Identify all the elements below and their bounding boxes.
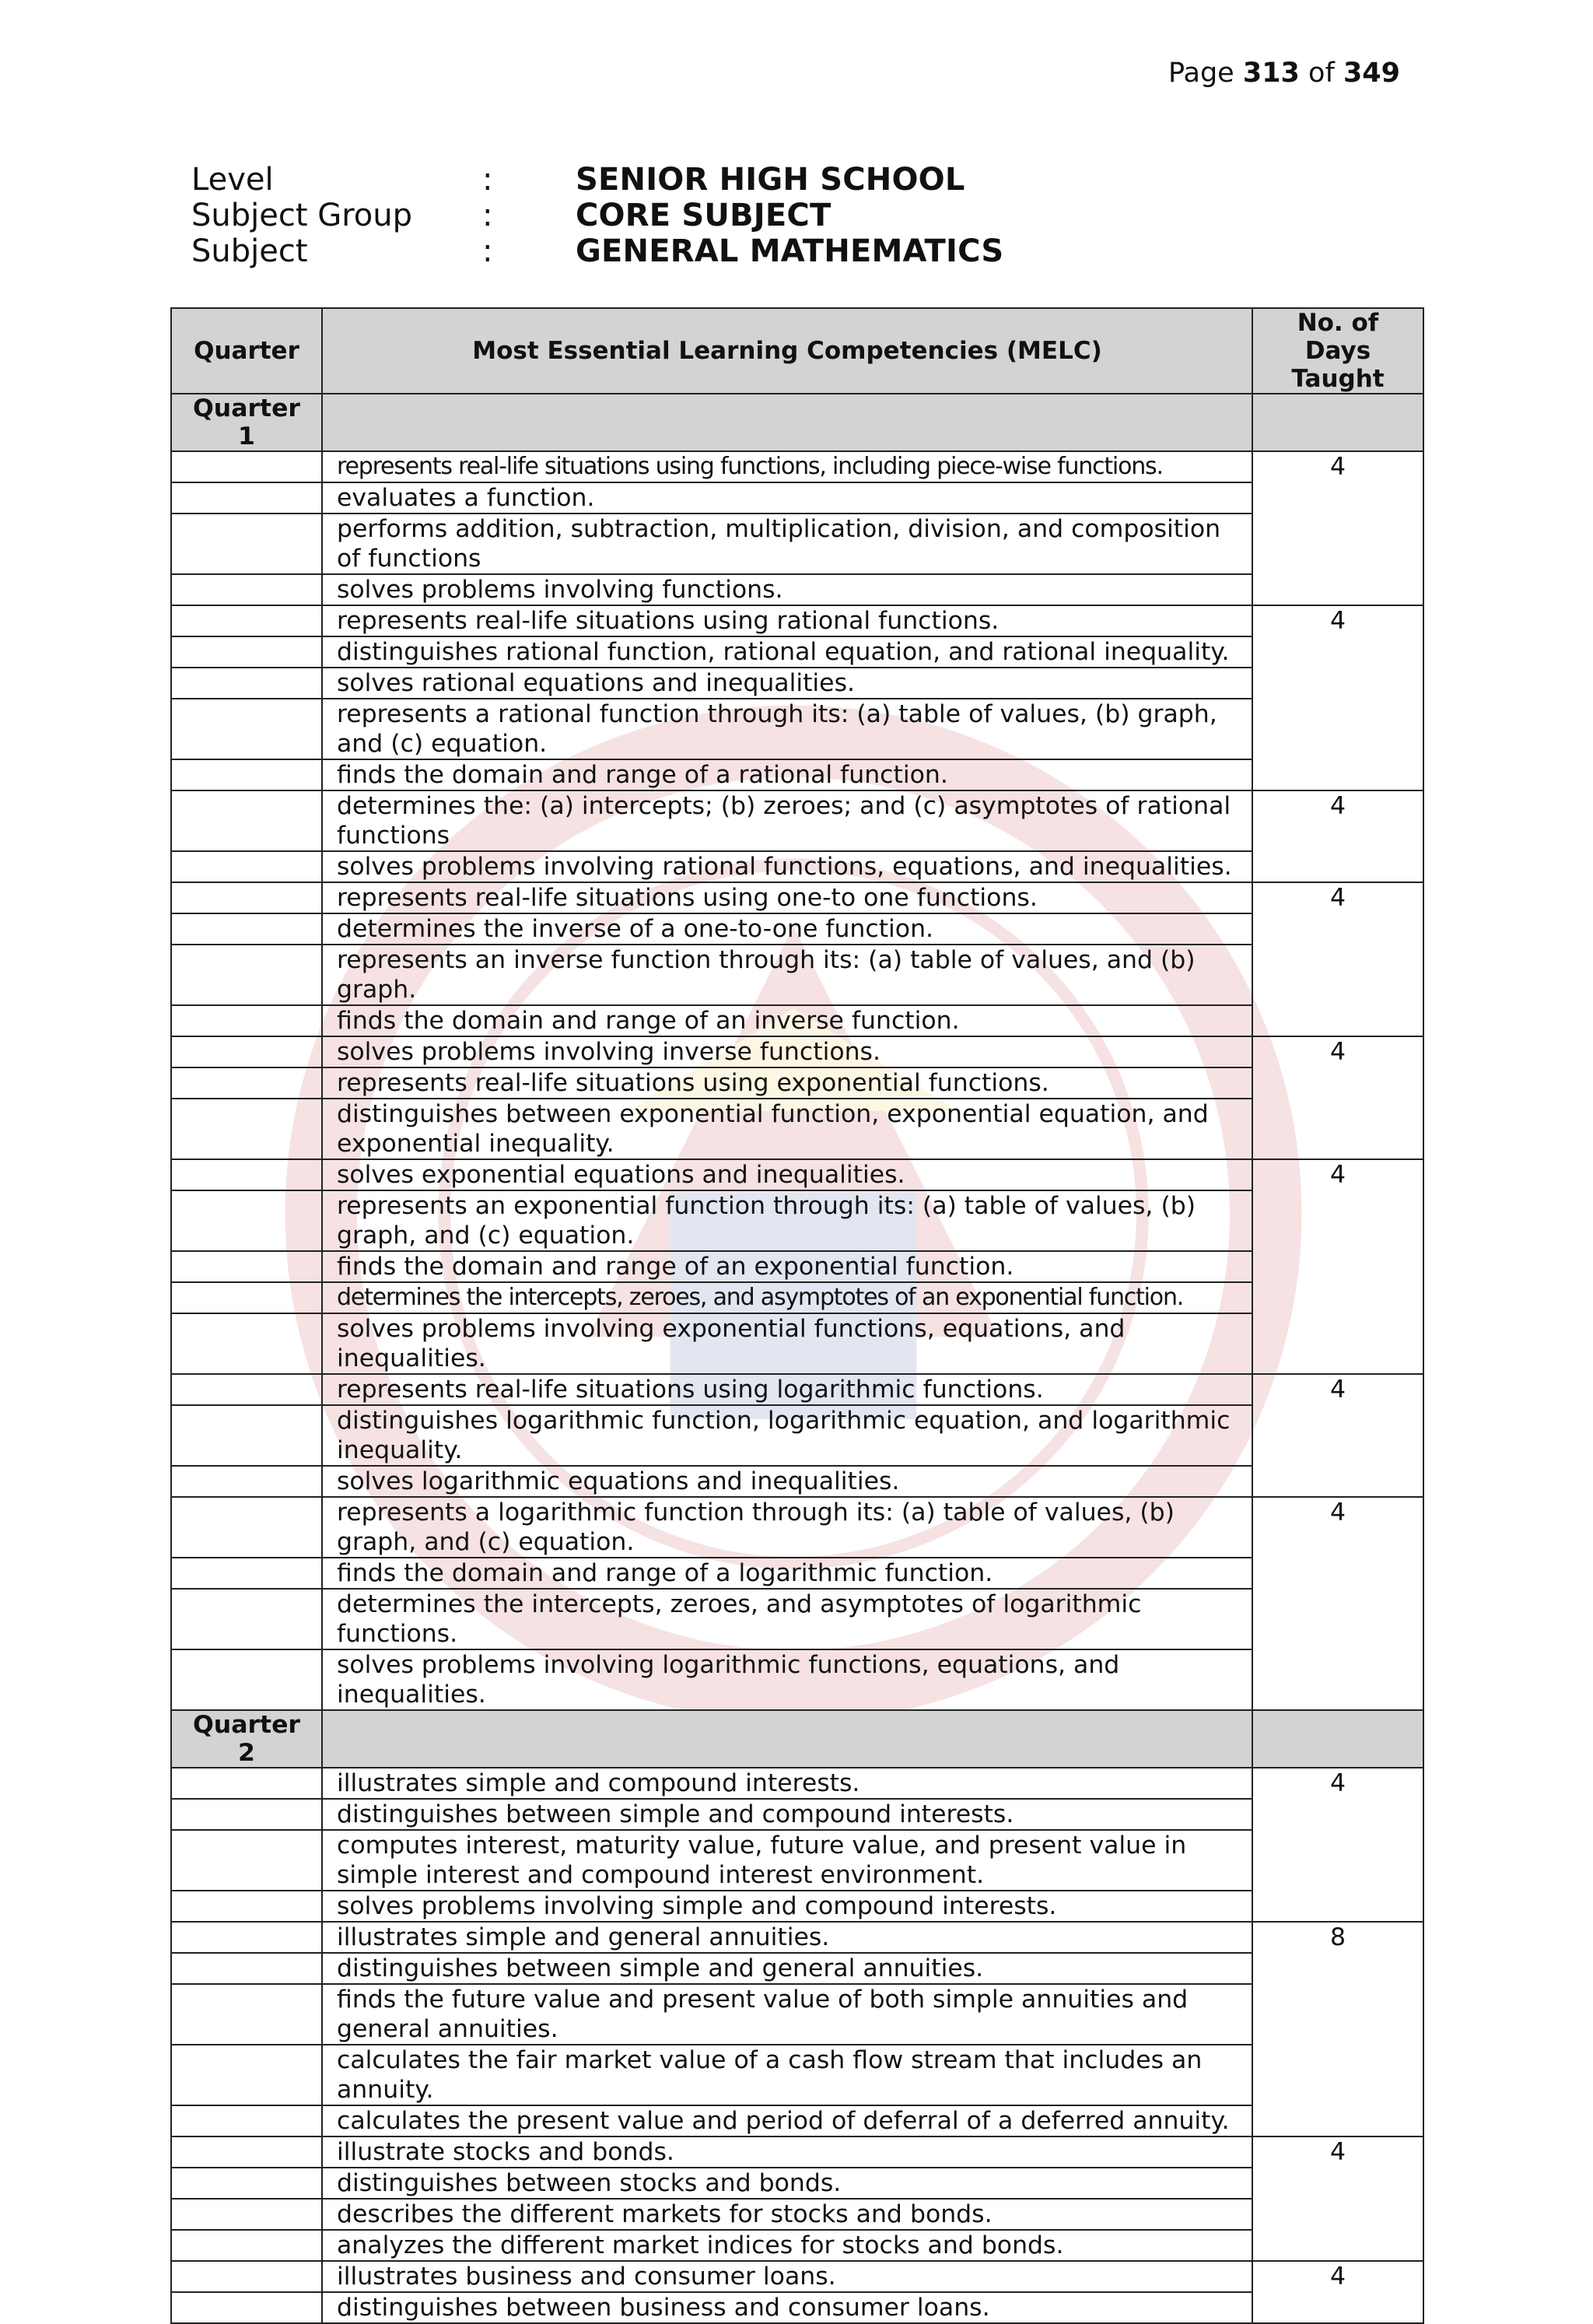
quarter-cell — [171, 1497, 322, 1558]
competency-cell: illustrate stocks and bonds. — [322, 2136, 1252, 2168]
table-row — [171, 1768, 1423, 1799]
quarter-empty-cell — [322, 394, 1252, 451]
competency-cell: solves rational equations and inequalities. — [322, 668, 1252, 699]
table-body — [171, 394, 1423, 2323]
table-row — [171, 1099, 1423, 1159]
competency-cell: illustrates simple and compound interests. — [322, 1768, 1252, 1799]
days-cell: 4 — [1252, 1159, 1423, 1374]
competency-cell: represents real-life situations using rational functions. — [322, 605, 1252, 636]
table-row — [171, 668, 1423, 699]
table-row — [171, 2292, 1423, 2323]
table-header-row — [171, 308, 1423, 394]
competency-cell: represents an inverse function through its: (a) table of values, and (b) graph. — [322, 945, 1252, 1005]
quarter-cell — [171, 1649, 322, 1710]
quarter-label: Quarter 2 — [171, 1710, 322, 1768]
quarter-cell — [171, 1768, 322, 1799]
meta-row-level — [191, 162, 1003, 198]
days-cell: 8 — [1252, 1922, 1423, 2136]
page-total: 349 — [1343, 58, 1400, 89]
competency-cell: analyzes the different market indices for stocks and bonds. — [322, 2230, 1252, 2261]
meta-colon: : — [482, 198, 493, 233]
competency-cell: distinguishes between simple and general annuities. — [322, 1953, 1252, 1984]
table-row — [171, 2168, 1423, 2199]
competency-cell: distinguishes between business and consumer loans. — [322, 2292, 1252, 2323]
meta-row-subject-group — [191, 198, 1003, 233]
competency-cell: illustrates business and consumer loans. — [322, 2261, 1252, 2292]
quarter-cell — [171, 574, 322, 605]
table-row — [171, 1190, 1423, 1251]
competency-cell: finds the future value and present value of both simple annuities and general annuities. — [322, 1984, 1252, 2045]
competency-cell: describes the different markets for stocks and bonds. — [322, 2199, 1252, 2230]
table-row — [171, 1589, 1423, 1649]
competency-cell: distinguishes logarithmic function, logarithmic equation, and logarithmic inequality. — [322, 1405, 1252, 1466]
quarter-cell — [171, 1922, 322, 1953]
competency-cell: determines the: (a) intercepts; (b) zeroes; and (c) asymptotes of rational functions — [322, 790, 1252, 851]
competency-cell: represents real-life situations using functions, including piece-wise functions. — [322, 451, 1252, 482]
table-row — [171, 1830, 1423, 1891]
table-row — [171, 1005, 1423, 1036]
table-row — [171, 1374, 1423, 1405]
table-row — [171, 605, 1423, 636]
meta-key: Subject — [191, 233, 308, 269]
competency-cell: finds the domain and range of an inverse function. — [322, 1005, 1252, 1036]
quarter-cell — [171, 1984, 322, 2045]
table-row — [171, 2199, 1423, 2230]
quarter-cell — [171, 790, 322, 851]
days-cell: 4 — [1252, 1374, 1423, 1497]
quarter-cell — [171, 1405, 322, 1466]
quarter-empty-cell — [1252, 394, 1423, 451]
meta-value: SENIOR HIGH SCHOOL — [576, 162, 965, 198]
quarter-cell — [171, 851, 322, 882]
competency-cell: illustrates simple and general annuities. — [322, 1922, 1252, 1953]
quarter-cell — [171, 482, 322, 514]
quarter-cell — [171, 1374, 322, 1405]
header-quarter: Quarter — [171, 308, 322, 394]
quarter-cell — [171, 882, 322, 913]
table-row — [171, 2230, 1423, 2261]
competency-cell: represents real-life situations using one-to one functions. — [322, 882, 1252, 913]
competency-cell: solves exponential equations and inequalities. — [322, 1159, 1252, 1190]
quarter-cell — [171, 451, 322, 482]
table-row — [171, 1067, 1423, 1099]
competency-cell: determines the inverse of a one-to-one function. — [322, 913, 1252, 945]
table-row — [171, 882, 1423, 913]
days-cell: 4 — [1252, 1768, 1423, 1922]
competency-cell: solves problems involving simple and compound interests. — [322, 1891, 1252, 1922]
table-row — [171, 1891, 1423, 1922]
quarter-cell — [171, 1036, 322, 1067]
quarter-cell — [171, 514, 322, 574]
competency-cell: solves problems involving logarithmic functions, equations, and inequalities. — [322, 1649, 1252, 1710]
quarter-cell — [171, 1067, 322, 1099]
competency-cell: solves problems involving rational functions, equations, and inequalities. — [322, 851, 1252, 882]
document-meta — [191, 162, 1003, 269]
table-row — [171, 1466, 1423, 1497]
quarter-empty-cell — [1252, 1710, 1423, 1768]
table-row — [171, 514, 1423, 574]
page-current: 313 — [1242, 58, 1300, 89]
quarter-row — [171, 1710, 1423, 1768]
quarter-cell — [171, 1005, 322, 1036]
table-row — [171, 1799, 1423, 1830]
competency-cell: computes interest, maturity value, future value, and present value in simple interest and compound interest environment. — [322, 1830, 1252, 1891]
quarter-row — [171, 394, 1423, 451]
table-row — [171, 1405, 1423, 1466]
competency-cell: determines the intercepts, zeroes, and asymptotes of an exponential function. — [322, 1282, 1252, 1313]
competency-cell: determines the intercepts, zeroes, and asymptotes of logarithmic functions. — [322, 1589, 1252, 1649]
days-cell: 4 — [1252, 790, 1423, 882]
meta-value: GENERAL MATHEMATICS — [576, 233, 1004, 269]
header-melc: Most Essential Learning Competencies (MELC) — [322, 308, 1252, 394]
page-of: of — [1308, 58, 1335, 89]
table-row — [171, 1649, 1423, 1710]
table-row — [171, 636, 1423, 668]
quarter-cell — [171, 1313, 322, 1374]
table-row — [171, 482, 1423, 514]
quarter-cell — [171, 1282, 322, 1313]
days-cell: 4 — [1252, 882, 1423, 1036]
competency-cell: evaluates a function. — [322, 482, 1252, 514]
quarter-cell — [171, 2261, 322, 2292]
competency-cell: represents real-life situations using logarithmic functions. — [322, 1374, 1252, 1405]
competency-cell: represents a rational function through its: (a) table of values, (b) graph, and (c) equation. — [322, 699, 1252, 759]
competency-cell: represents an exponential function through its: (a) table of values, (b) graph, and (c) equation. — [322, 1190, 1252, 1251]
meta-value: CORE SUBJECT — [576, 198, 832, 233]
competency-cell: solves problems involving functions. — [322, 574, 1252, 605]
quarter-cell — [171, 1799, 322, 1830]
days-cell: 4 — [1252, 1036, 1423, 1159]
quarter-cell — [171, 2045, 322, 2105]
table-row — [171, 1922, 1423, 1953]
quarter-cell — [171, 1466, 322, 1497]
page-prefix: Page — [1168, 58, 1234, 89]
table-row — [171, 1558, 1423, 1589]
quarter-cell — [171, 699, 322, 759]
competency-cell: distinguishes between exponential function, exponential equation, and exponential inequality. — [322, 1099, 1252, 1159]
competency-cell: solves problems involving inverse functions. — [322, 1036, 1252, 1067]
quarter-cell — [171, 1190, 322, 1251]
meta-key: Level — [191, 162, 274, 198]
table-row — [171, 759, 1423, 790]
table-row — [171, 1497, 1423, 1558]
quarter-cell — [171, 636, 322, 668]
table-row — [171, 851, 1423, 882]
quarter-cell — [171, 1251, 322, 1282]
melc-table — [170, 307, 1424, 2324]
quarter-label: Quarter 1 — [171, 394, 322, 451]
competency-cell: calculates the present value and period of deferral of a deferred annuity. — [322, 2105, 1252, 2136]
table-row — [171, 574, 1423, 605]
table-row — [171, 2105, 1423, 2136]
competency-cell: solves problems involving exponential functions, equations, and inequalities. — [322, 1313, 1252, 1374]
quarter-cell — [171, 2168, 322, 2199]
table-row — [171, 913, 1423, 945]
page-number — [1168, 58, 1400, 89]
table-row — [171, 2261, 1423, 2292]
competency-cell: finds the domain and range of a rational function. — [322, 759, 1252, 790]
quarter-cell — [171, 1953, 322, 1984]
table-row — [171, 1313, 1423, 1374]
competency-cell: represents real-life situations using exponential functions. — [322, 1067, 1252, 1099]
quarter-cell — [171, 1830, 322, 1891]
competency-cell: distinguishes between simple and compound interests. — [322, 1799, 1252, 1830]
quarter-cell — [171, 1589, 322, 1649]
competency-cell: performs addition, subtraction, multiplication, division, and composition of functions — [322, 514, 1252, 574]
quarter-cell — [171, 1558, 322, 1589]
quarter-cell — [171, 945, 322, 1005]
table-row — [171, 2136, 1423, 2168]
quarter-cell — [171, 913, 322, 945]
meta-key: Subject Group — [191, 198, 413, 233]
days-cell: 4 — [1252, 2261, 1423, 2323]
days-cell: 4 — [1252, 2136, 1423, 2261]
quarter-cell — [171, 605, 322, 636]
quarter-cell — [171, 1099, 322, 1159]
days-cell: 4 — [1252, 451, 1423, 605]
quarter-empty-cell — [322, 1710, 1252, 1768]
table-row — [171, 1251, 1423, 1282]
competency-cell: finds the domain and range of a logarithmic function. — [322, 1558, 1252, 1589]
competency-cell: finds the domain and range of an exponential function. — [322, 1251, 1252, 1282]
meta-colon: : — [482, 233, 493, 269]
quarter-cell — [171, 2230, 322, 2261]
quarter-cell — [171, 1891, 322, 1922]
days-cell: 4 — [1252, 605, 1423, 790]
quarter-cell — [171, 2292, 322, 2323]
days-cell: 4 — [1252, 1497, 1423, 1710]
table-row — [171, 945, 1423, 1005]
table-row — [171, 451, 1423, 482]
table-row — [171, 1159, 1423, 1190]
quarter-cell — [171, 2199, 322, 2230]
competency-cell: calculates the fair market value of a cash flow stream that includes an annuity. — [322, 2045, 1252, 2105]
competency-cell: represents a logarithmic function through its: (a) table of values, (b) graph, and (c) equation. — [322, 1497, 1252, 1558]
competency-cell: distinguishes between stocks and bonds. — [322, 2168, 1252, 2199]
table-row — [171, 790, 1423, 851]
quarter-cell — [171, 668, 322, 699]
meta-colon: : — [482, 162, 493, 198]
quarter-cell — [171, 2136, 322, 2168]
quarter-cell — [171, 1159, 322, 1190]
header-days: No. of Days Taught — [1252, 308, 1423, 394]
table-row — [171, 1036, 1423, 1067]
quarter-cell — [171, 2105, 322, 2136]
table-row — [171, 2045, 1423, 2105]
table-row — [171, 1984, 1423, 2045]
table-row — [171, 1282, 1423, 1313]
competency-cell: distinguishes rational function, rational equation, and rational inequality. — [322, 636, 1252, 668]
meta-row-subject — [191, 233, 1003, 269]
table-row — [171, 699, 1423, 759]
table-row — [171, 1953, 1423, 1984]
competency-cell: solves logarithmic equations and inequalities. — [322, 1466, 1252, 1497]
quarter-cell — [171, 759, 322, 790]
